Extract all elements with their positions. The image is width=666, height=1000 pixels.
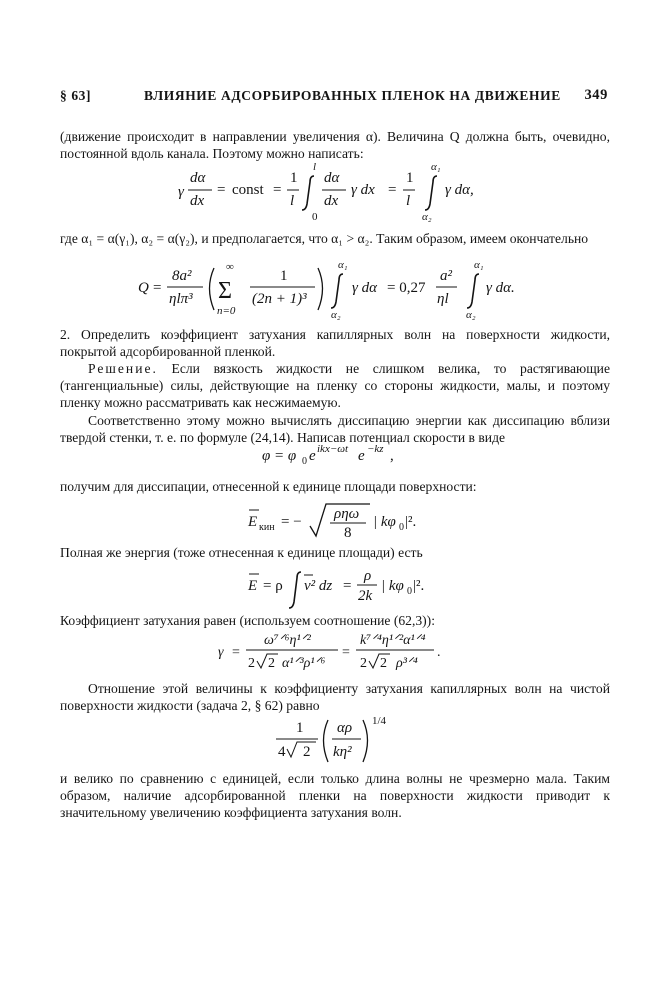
eq6-den1a: 2 bbox=[248, 656, 255, 671]
eq7-num: 1 bbox=[296, 720, 304, 736]
paragraph-1: (движение происходит в направлении увеличения α). Величина Q должна быть, очевидно, постоянной вдоль канала. Поэтому можно написать: bbox=[60, 129, 610, 161]
eq5-v2dz: v² dz bbox=[304, 578, 333, 594]
eq4-num: ρηω bbox=[334, 506, 360, 522]
equation-6-svg bbox=[0, 628, 666, 674]
eq4-sub0: 0 bbox=[399, 522, 404, 533]
page-number: 349 bbox=[584, 87, 608, 103]
eq4-sub: кин bbox=[259, 522, 275, 533]
equation-5-svg bbox=[0, 564, 666, 612]
eq1-dalpha-b: dα bbox=[324, 170, 340, 186]
eq1-gamma: γ bbox=[178, 184, 184, 200]
eq2-eq: = bbox=[153, 280, 162, 296]
eq1-l-a: l bbox=[290, 193, 295, 209]
eq2-Q: Q bbox=[138, 280, 149, 296]
integral-sign bbox=[467, 274, 479, 308]
eq1-eq-b: = bbox=[273, 182, 282, 198]
equation-1 bbox=[0, 158, 666, 228]
eq6-den2a: 2 bbox=[360, 656, 367, 671]
eq3-e1: e bbox=[309, 448, 316, 464]
eq3-sub0: 0 bbox=[302, 456, 307, 467]
eq6-num1: ω⁷ᐟ⁶η¹ᐟ² bbox=[264, 633, 311, 648]
eq1-const: const bbox=[232, 182, 264, 198]
paragraph-9: Отношение этой величины к коэффициенту затухания капиллярных волн на чистой поверхности жидкости (задача 2, § 62) равно bbox=[60, 681, 610, 713]
eq2-upper-a: α₁ bbox=[338, 259, 348, 271]
solution-text: Если вязкость жидкости не слишком велика, то растягивающие (тангенциальные) силы, действующие на пленку со стороны жидкости, малы, и поэтому пленку можно рассматривать как несжимаемую. bbox=[60, 361, 610, 410]
section-reference: § 63] bbox=[60, 88, 92, 103]
integral-sign bbox=[302, 176, 314, 210]
paragraph-8: Коэффициент затухания равен (используем соотношение (62,3)): bbox=[60, 613, 435, 628]
equation-4-svg bbox=[0, 500, 666, 544]
eq5-num: ρ bbox=[364, 568, 372, 584]
eq1-one-b: 1 bbox=[406, 170, 414, 186]
equation-3-svg bbox=[0, 440, 666, 468]
eq1-dx-b: dx bbox=[324, 193, 339, 209]
eq1-l-b: l bbox=[406, 193, 411, 209]
eq5-rhs: = ρ bbox=[263, 578, 283, 594]
eq7-den-b: 2 bbox=[303, 744, 311, 760]
equation-6 bbox=[0, 628, 666, 674]
eq6-num2: k⁷ᐟ⁴η¹ᐟ²α¹ᐟ⁴ bbox=[360, 633, 426, 648]
eq1-lower-alpha2: α₂ bbox=[422, 211, 432, 223]
eq1-gamma-dalpha: γ dα, bbox=[445, 182, 474, 198]
paragraph-10: и велико по сравнению с единицей, если только длина волны не чрезмерно мала. Таким образом, наличие адсорбированной пленки на поверхности жидкости приводит к значительному увеличению коэффициента затухания волн. bbox=[60, 771, 610, 820]
eq1-dalpha: dα bbox=[190, 170, 206, 186]
paragraph-5: Соответственно этому можно вычислять диссипацию энергии как диссипацию вблизи твердой стенки, т. е. по формуле (24,14). Написав потенциал скорости в виде bbox=[60, 413, 610, 445]
eq2-gamma-dalpha-2: γ dα. bbox=[486, 280, 515, 296]
equation-7 bbox=[0, 714, 666, 766]
eq2-a2: a² bbox=[440, 268, 452, 284]
eq2-sigma: Σ bbox=[218, 278, 232, 304]
eq2-upper-b: α₁ bbox=[474, 259, 484, 271]
eq7-inner-den: kη² bbox=[333, 744, 352, 760]
eq6-tail: . bbox=[437, 645, 441, 660]
equation-4 bbox=[0, 500, 666, 544]
equation-2 bbox=[0, 258, 666, 320]
eq6-eq1: = bbox=[232, 645, 240, 660]
eq5-den: 2k bbox=[358, 588, 373, 604]
eq4-den: 8 bbox=[344, 525, 352, 541]
eq7-den-a: 4 bbox=[278, 744, 286, 760]
eq2-num: 8a² bbox=[172, 268, 192, 284]
eq1-eq-c: = bbox=[388, 182, 397, 198]
eq2-coef: = 0,27 bbox=[387, 280, 426, 296]
eq7-inner-num: αρ bbox=[337, 720, 353, 736]
equation-3 bbox=[0, 440, 666, 468]
solution-paragraph bbox=[60, 360, 610, 411]
eq2-gamma-dalpha: γ dα bbox=[352, 280, 378, 296]
eq2-frac-num: 1 bbox=[280, 268, 288, 284]
eq1-one-a: 1 bbox=[290, 170, 298, 186]
eq2-lower-a: α₂ bbox=[331, 309, 341, 321]
equation-1-svg bbox=[0, 158, 666, 228]
eq5-eq: = bbox=[343, 578, 352, 594]
eq4-rhs: = − bbox=[281, 514, 302, 530]
eq6-den2b: 2 bbox=[380, 656, 387, 671]
eq2-eta-l: ηl bbox=[437, 291, 449, 307]
paragraph-2: где α₁ = α(γ₁), α₂ = α(γ₂), и предполагается, что α₁ > α₂. Таким образом, имеем окончательно bbox=[60, 231, 589, 246]
eq1-dx: dx bbox=[190, 193, 205, 209]
running-header bbox=[60, 88, 608, 108]
eq1-upper-alpha1: α₁ bbox=[431, 161, 441, 173]
eq5-pow: |². bbox=[413, 578, 425, 594]
eq2-sum-bot: n=0 bbox=[217, 305, 236, 317]
eq6-gamma: γ bbox=[218, 645, 224, 660]
eq3-exp1: ikx−ωt bbox=[317, 443, 349, 455]
eq5-sub0: 0 bbox=[407, 586, 412, 597]
eq1-eq-a: = bbox=[217, 182, 226, 198]
eq7-pow: 1/4 bbox=[372, 715, 387, 727]
eq1-gamma-dx: γ dx bbox=[351, 182, 375, 198]
eq5-E: E bbox=[248, 578, 258, 594]
eq2-lower-b: α₂ bbox=[466, 309, 476, 321]
eq3-tail: , bbox=[390, 448, 394, 464]
problem-2: 2. Определить коэффициент затухания капиллярных волн на поверхности жидкости, покрытой адсорбированной пленкой. bbox=[60, 327, 610, 359]
eq2-den: ηlπ³ bbox=[169, 291, 193, 307]
equation-5 bbox=[0, 564, 666, 612]
eq4-pow: |². bbox=[405, 514, 417, 530]
eq6-den1c: α¹ᐟ³ρ¹ᐟ⁶ bbox=[282, 656, 326, 671]
eq2-frac-den: (2n + 1)³ bbox=[252, 291, 307, 307]
integral-sign bbox=[331, 274, 343, 308]
equation-2-svg bbox=[0, 258, 666, 320]
eq4-E: E bbox=[248, 514, 258, 530]
eq3-e2: e bbox=[358, 448, 365, 464]
solution-label: Решение. bbox=[88, 361, 158, 376]
integral-sign bbox=[425, 176, 437, 210]
eq2-sum-top: ∞ bbox=[226, 261, 234, 273]
eq1-upper-l: l bbox=[313, 161, 317, 173]
eq3-lhs: φ = φ bbox=[262, 448, 297, 464]
eq5-tail: | kφ bbox=[381, 578, 404, 594]
paragraph-7: Полная же энергия (тоже отнесенная к единице площади) есть bbox=[60, 545, 423, 560]
running-title: ВЛИЯНИЕ АДСОРБИРОВАННЫХ ПЛЕНОК НА ДВИЖЕНИЕ bbox=[144, 88, 561, 103]
eq1-lower-0: 0 bbox=[312, 211, 318, 223]
equation-7-svg bbox=[0, 714, 666, 766]
paragraph-6: получим для диссипации, отнесенной к единице площади поверхности: bbox=[60, 479, 477, 494]
integral-sign bbox=[289, 572, 301, 608]
eq6-den2c: ρ³ᐟ⁴ bbox=[396, 656, 418, 671]
eq6-eq2: = bbox=[342, 645, 350, 660]
eq6-den1b: 2 bbox=[268, 656, 275, 671]
eq4-tail: | kφ bbox=[373, 514, 396, 530]
eq3-exp2: −kz bbox=[367, 443, 384, 455]
